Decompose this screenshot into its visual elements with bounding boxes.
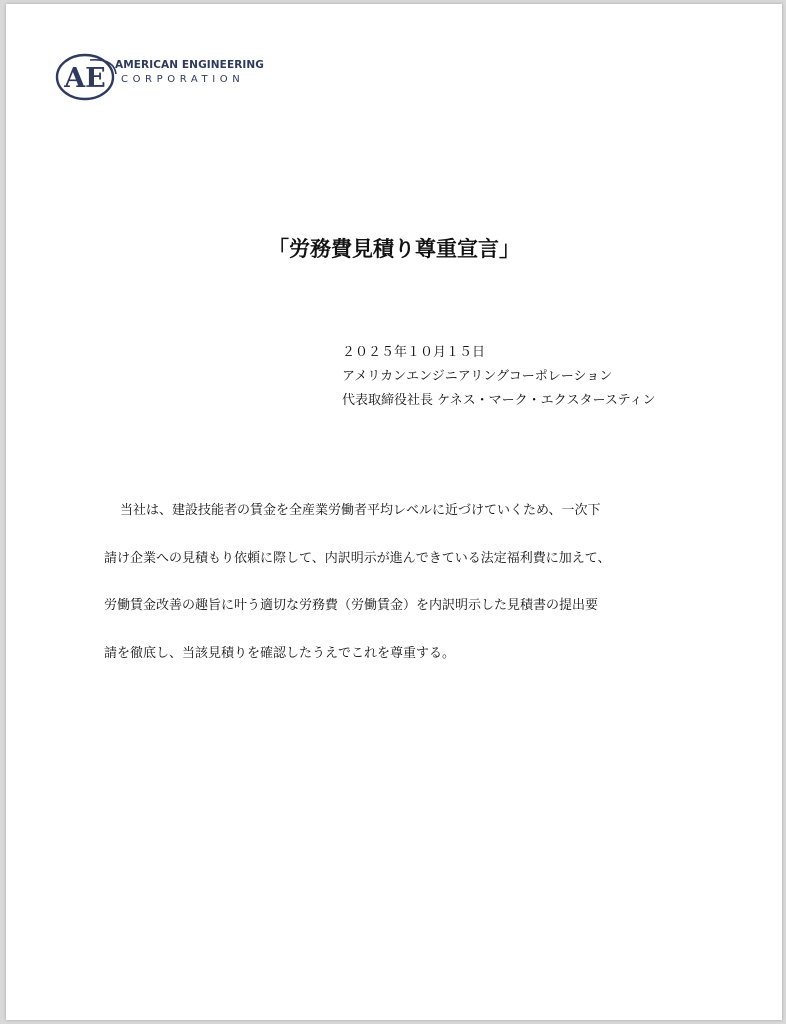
logo-line2: CORPORATION bbox=[121, 74, 245, 85]
body-line: 請け企業への見積もり依頼に際して、内訳明示が進んできている法定福利費に加えて、 bbox=[104, 550, 611, 566]
company-logo-mark-icon bbox=[54, 52, 118, 104]
logo-line1: AMERICAN ENGINEERING bbox=[115, 59, 265, 71]
body-line: 請を徹底し、当該見積りを確認したうえでこれを尊重する。 bbox=[104, 645, 456, 661]
representative-name: 代表取締役社長 ケネス・マーク・エクスタースティン bbox=[342, 393, 656, 408]
declaration-body bbox=[104, 497, 704, 687]
document-page bbox=[6, 4, 782, 1020]
document-date: ２０２５年１０月１５日 bbox=[342, 345, 486, 360]
company-logo bbox=[54, 52, 284, 104]
document-title: 「労務費見積り尊重宣言」 bbox=[268, 236, 520, 261]
company-name: アメリカンエンジニアリングコーポレーション bbox=[342, 369, 613, 384]
document-meta bbox=[342, 341, 656, 413]
logo-initials: AE bbox=[64, 63, 106, 94]
body-line: 当社は、建設技能者の賃金を全産業労働者平均レベルに近づけていくため、一次下 bbox=[120, 503, 601, 518]
body-line: 労働賃金改善の趣旨に叶う適切な労務費（労働賃金）を内訳明示した見積書の提出要 bbox=[104, 598, 599, 613]
